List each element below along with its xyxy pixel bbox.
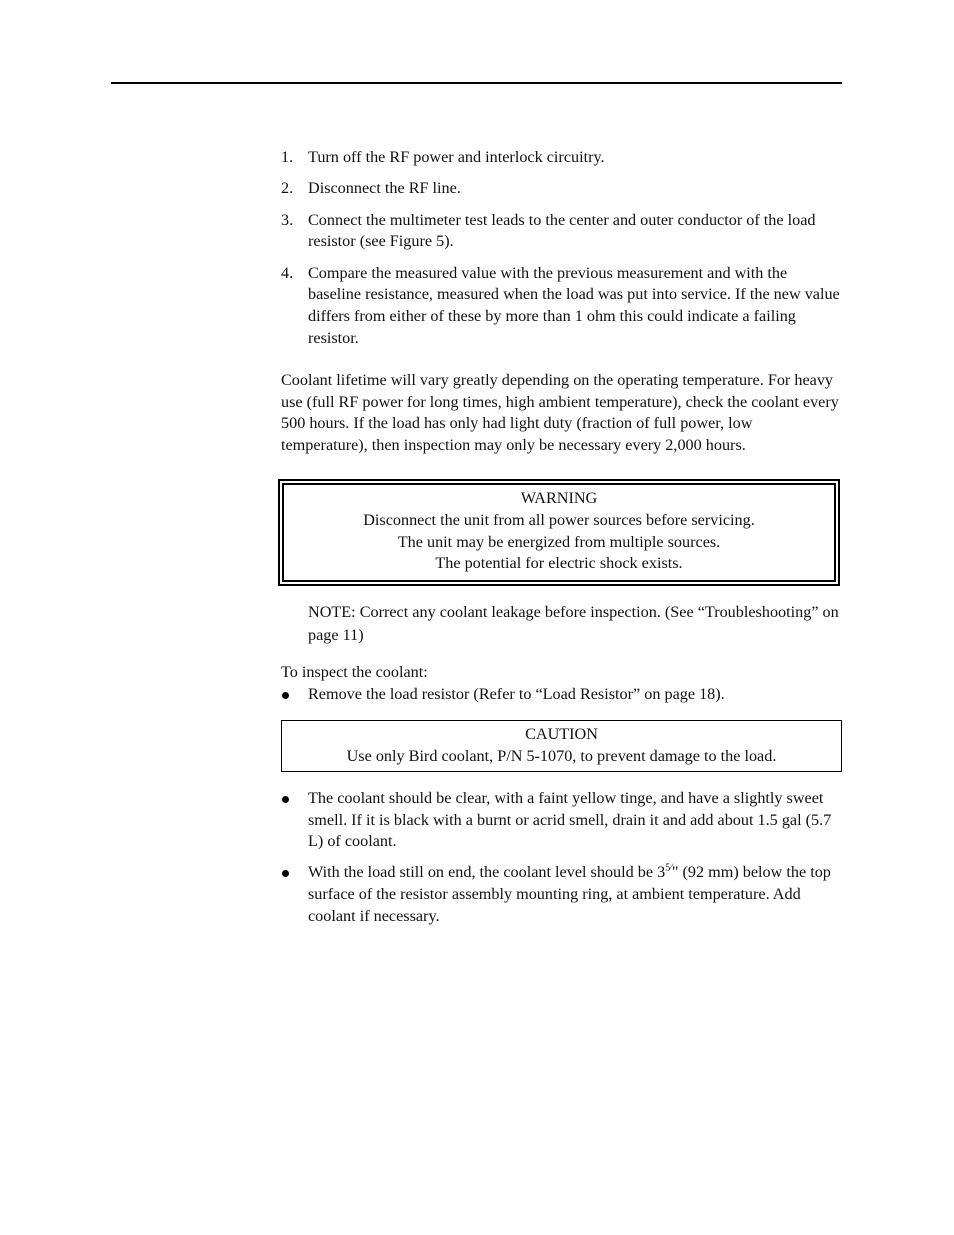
step-text: Compare the measured value with the previous measurement and with the baseline resistance, measured when the load was put into service. If the new value differs from either of these by more than 1 ohm this could indicate a failing resistor. xyxy=(308,263,840,348)
step-text: Connect the multimeter test leads to the center and outer conductor of the load resistor (see Figure 5). xyxy=(308,210,816,251)
bullet-list xyxy=(281,684,843,706)
step-text: Turn off the RF power and interlock circuitry. xyxy=(308,148,605,166)
warning-box xyxy=(278,479,840,586)
step-number: 3. xyxy=(281,210,294,229)
coolant-lifetime-paragraph: Coolant lifetime will vary greatly depending on the operating temperature. For heavy use (full RF power for long times, high ambient temperature), check the coolant every 500 hours. If the load has only had light duty (fraction of full power, low temperature), then inspection may only be necessary every 2,000 hours. xyxy=(281,370,839,455)
step-number: 1. xyxy=(281,148,294,166)
list-item xyxy=(281,178,843,200)
bullet-icon xyxy=(282,870,289,877)
step-number: 2. xyxy=(281,179,294,198)
caution-box xyxy=(281,720,842,772)
fraction: 5⁄ xyxy=(665,862,672,874)
list-item xyxy=(281,263,843,350)
bullet-text: Remove the load resistor (Refer to “Load Resistor” on page 18). xyxy=(308,685,725,704)
warning-line: The unit may be energized from multiple sources. xyxy=(397,532,721,551)
inspect-intro: To inspect the coolant: xyxy=(281,663,428,682)
procedure-steps xyxy=(281,147,843,350)
warning-line: The potential for electric shock exists. xyxy=(435,554,683,573)
step-text: Disconnect the RF line. xyxy=(308,179,461,198)
header-rule xyxy=(111,82,842,84)
list-item xyxy=(281,210,843,254)
list-item xyxy=(281,862,843,927)
list-item xyxy=(281,684,843,706)
bullet-text: The coolant should be clear, with a faint yellow tinge, and have a slightly sweet smell. If it is black with a burnt or acrid smell, drain it and add about 1.5 gal (5.7 L) of coolant. xyxy=(308,788,832,851)
list-item xyxy=(281,147,843,169)
step-number: 4. xyxy=(281,263,294,282)
caution-text: Use only Bird coolant, P/N 5-1070, to prevent damage to the load. xyxy=(346,746,777,765)
list-item xyxy=(281,788,843,853)
bullet-icon xyxy=(282,796,289,803)
warning-title: WARNING xyxy=(520,489,598,508)
bullet-list xyxy=(281,788,843,928)
caution-title: CAUTION xyxy=(525,724,598,743)
page-content xyxy=(281,147,843,928)
bullet-icon xyxy=(282,692,289,699)
bullet-text-end: " (92 mm) below the top surface of the resistor assembly mounting ring, at ambient temperature. Add coolant if necessary. xyxy=(308,863,831,925)
bullet-text-start: With the load still on end, the coolant level should be 3 xyxy=(308,863,666,882)
warning-line: Disconnect the unit from all power sources before servicing. xyxy=(363,510,755,529)
note-text: NOTE: Correct any coolant leakage before inspection. (See “Troubleshooting” on page 11) xyxy=(308,603,839,645)
